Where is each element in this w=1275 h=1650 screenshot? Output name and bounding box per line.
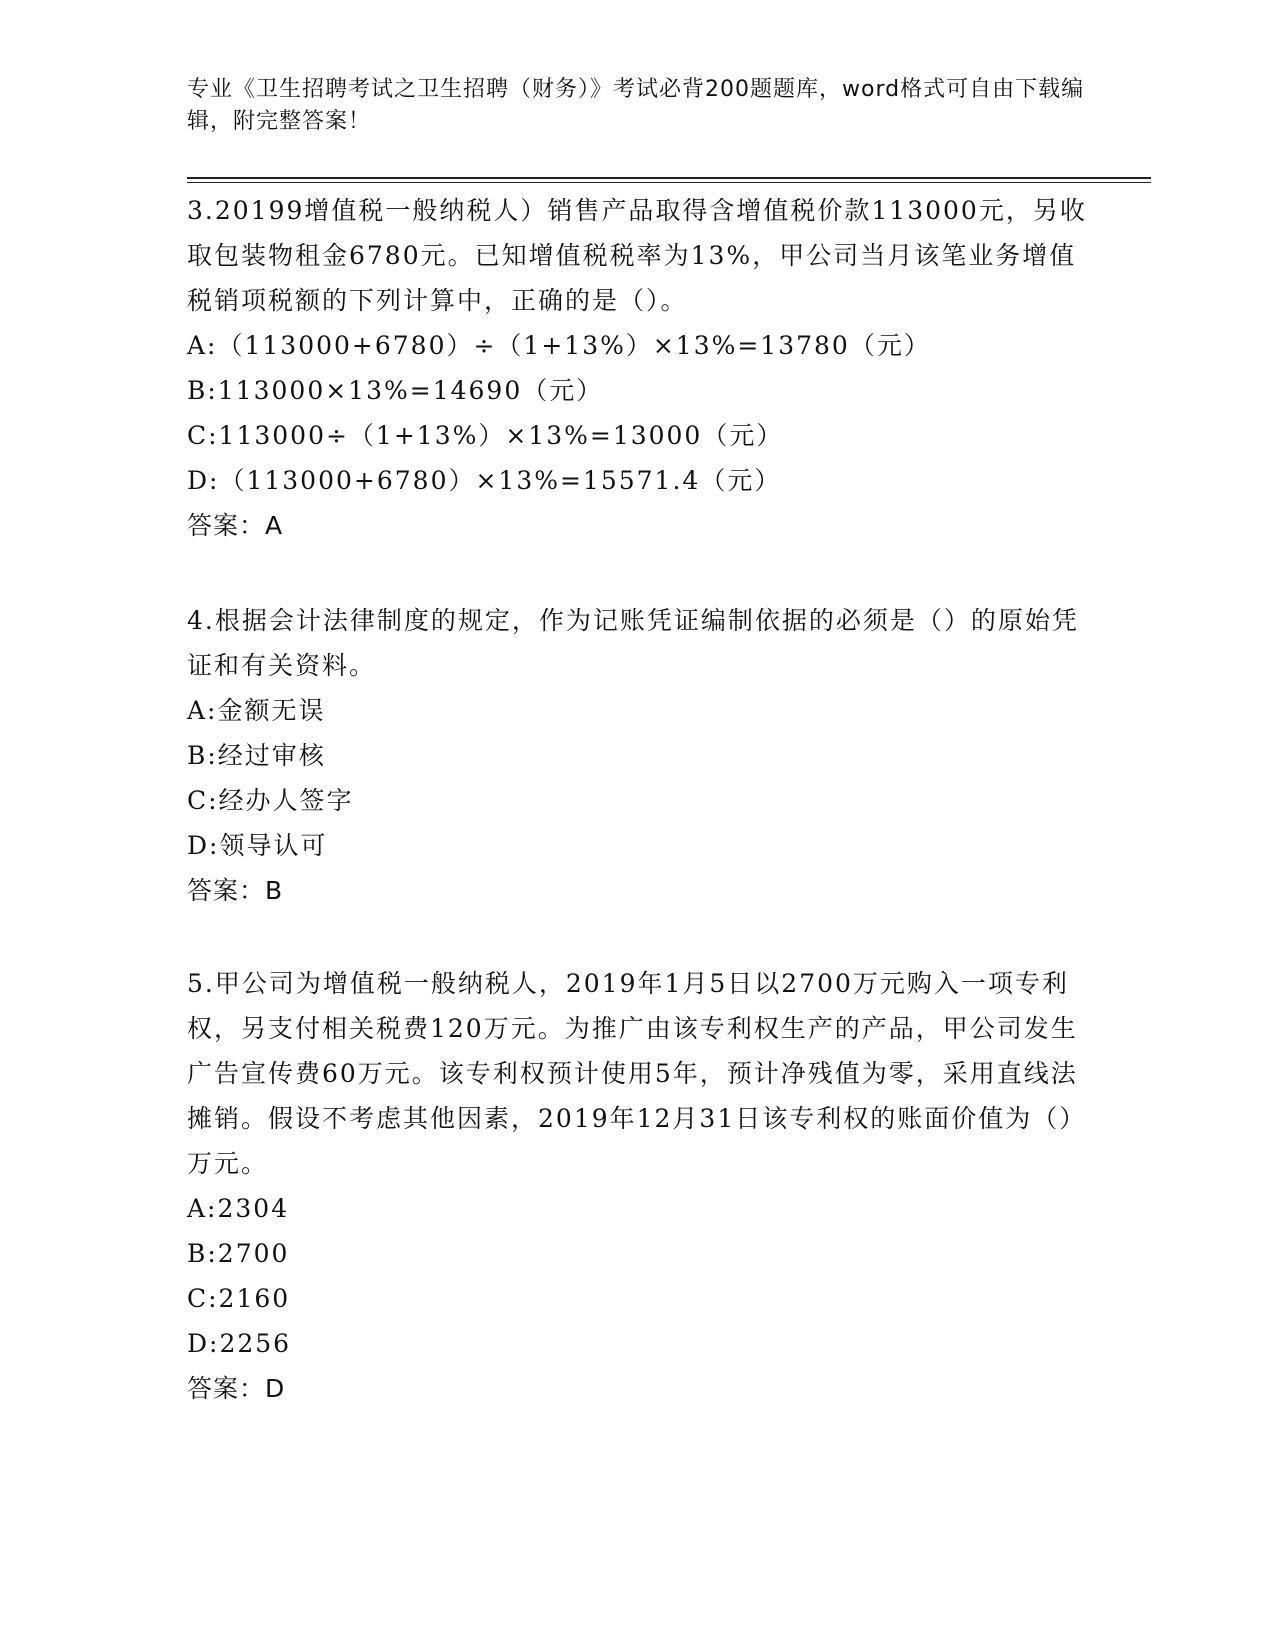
question-stem: 5.甲公司为增值税一般纳税人，2019年1月5日以2700万元购入一项专利权，另支付相关税费120万元。为推广由该专利权生产的产品，甲公司发生广告宣传费60万元。该专利权预计使用5年，预计净残值为零，采用直线法摊销。假设不考虑其他因素，2019年12月31日该专利权的账面价值为（）万元。 xyxy=(187,969,1087,1178)
answer-line: 答案：A xyxy=(187,511,284,540)
option-a: A:（113000+6780）÷（1+13%）×13%=13780（元） xyxy=(187,331,931,360)
option-a: A:2304 xyxy=(187,1194,290,1223)
option-c: C:经办人签字 xyxy=(187,786,354,815)
document-header: 专业《卫生招聘考试之卫生招聘（财务）》考试必背200题题库，word格式可自由下载编辑，附完整答案！ xyxy=(187,77,1085,134)
option-b: B:113000×13%=14690（元） xyxy=(187,376,604,405)
answer-line: 答案：B xyxy=(187,876,284,905)
question-stem: 3.20199增值税一般纳税人）销售产品取得含增值税价款113000元，另收取包装物租金6780元。已知增值税税率为13%，甲公司当月该笔业务增值税销项税额的下列计算中，正确的是（）。 xyxy=(187,196,1087,315)
option-d: D:2256 xyxy=(187,1329,292,1358)
option-d: D:领导认可 xyxy=(187,831,328,860)
header-divider-thick xyxy=(187,177,1151,179)
question-3 xyxy=(187,188,1087,548)
option-d: D:（113000+6780）×13%=15571.4（元） xyxy=(187,466,782,495)
answer-line: 答案：D xyxy=(187,1374,286,1403)
option-b: B:经过审核 xyxy=(187,741,326,770)
option-c: C:113000÷（1+13%）×13%=13000（元） xyxy=(187,421,784,450)
question-4 xyxy=(187,598,1087,913)
option-c: C:2160 xyxy=(187,1284,291,1313)
option-a: A:金额无误 xyxy=(187,696,326,725)
header-divider-thin xyxy=(187,182,1151,183)
option-b: B:2700 xyxy=(187,1239,290,1268)
question-stem: 4.根据会计法律制度的规定，作为记账凭证编制依据的必须是（）的原始凭证和有关资料。 xyxy=(187,606,1079,680)
question-5 xyxy=(187,961,1087,1411)
